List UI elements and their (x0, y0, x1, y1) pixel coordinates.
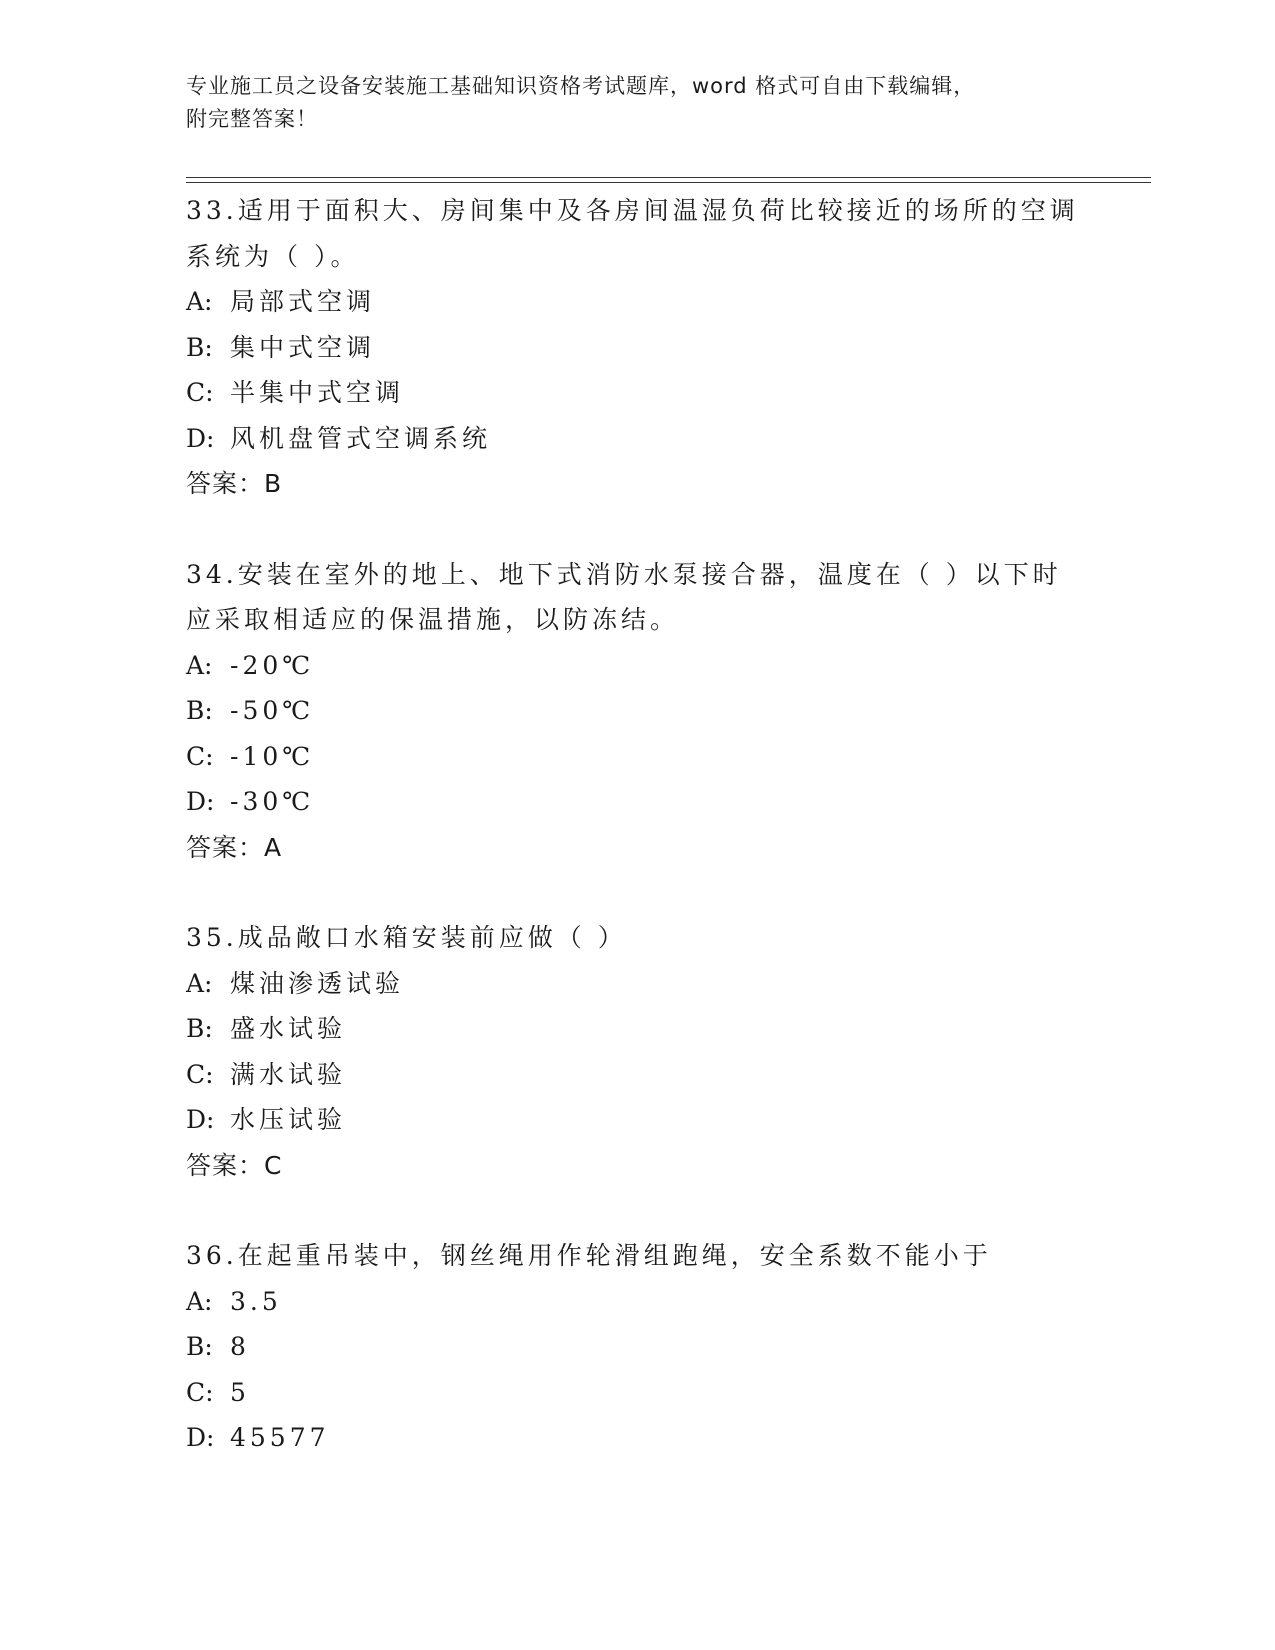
option-text: 3.5 (230, 1286, 282, 1316)
option-text: 水压试验 (230, 1105, 347, 1134)
option-letter: C: (186, 378, 214, 407)
stem-line: 36.在起重吊装中，钢丝绳用作轮滑组跑绳，安全系数不能小于 (186, 1241, 992, 1270)
option-letter: D: (186, 1105, 215, 1134)
header-divider-top (186, 177, 1151, 178)
answer-line: 答案：A (186, 832, 283, 862)
option-letter: B: (186, 332, 213, 362)
question-33 (186, 188, 1151, 507)
stem-line: 系统为（ ）。 (186, 241, 360, 271)
option-letter: B: (186, 1332, 213, 1361)
option-b (186, 325, 1151, 371)
option-text: 5 (230, 1377, 250, 1407)
option-letter: A: (186, 1286, 213, 1316)
question-36 (186, 1233, 1151, 1461)
option-letter: D: (186, 423, 215, 453)
document-header (186, 70, 1086, 136)
stem-line: 33.适用于面积大、房间集中及各房间温湿负荷比较接近的场所的空调 (186, 196, 1079, 225)
option-text: 煤油渗透试验 (230, 968, 405, 998)
option-text: -50℃ (230, 696, 315, 725)
stem-line: 应采取相适应的保温措施，以防冻结。 (186, 605, 680, 634)
question-35 (186, 915, 1151, 1188)
option-text: 半集中式空调 (230, 378, 405, 407)
option-letter: B: (186, 696, 213, 725)
option-text: 局部式空调 (230, 287, 376, 316)
answer-line: 答案：C (186, 1150, 283, 1180)
question-stem (186, 552, 1151, 643)
option-a (186, 961, 1151, 1007)
question-stem (186, 1233, 1151, 1279)
question-stem (186, 188, 1151, 279)
option-b (186, 1324, 1151, 1370)
question-stem (186, 915, 1151, 961)
option-letter: B: (186, 1014, 213, 1043)
option-d (186, 1415, 1151, 1461)
option-letter: D: (186, 787, 215, 816)
option-d (186, 1097, 1151, 1143)
option-letter: C: (186, 1059, 214, 1089)
option-letter: A: (186, 287, 213, 316)
option-text: -10℃ (230, 741, 315, 771)
question-list (186, 188, 1151, 1461)
option-d (186, 779, 1151, 825)
option-a (186, 279, 1151, 325)
option-b (186, 688, 1151, 734)
option-text: 风机盘管式空调系统 (230, 423, 492, 453)
option-letter: C: (186, 741, 214, 771)
option-letter: D: (186, 1423, 215, 1452)
option-text: 8 (230, 1332, 250, 1361)
stem-line: 35.成品敞口水箱安装前应做（ ） (186, 923, 627, 952)
question-34 (186, 552, 1151, 871)
option-text: 集中式空调 (230, 332, 376, 362)
option-text: -20℃ (230, 650, 315, 680)
option-a (186, 1279, 1151, 1325)
stem-line: 34.安装在室外的地上、地下式消防水泵接合器，温度在（ ）以下时 (186, 559, 1062, 589)
answer-line: 答案：B (186, 469, 283, 498)
option-letter: C: (186, 1377, 214, 1407)
option-c (186, 1370, 1151, 1416)
header-line-1: 专业施工员之设备安装施工基础知识资格考试题库，word 格式可自由下载编辑， (186, 74, 976, 98)
option-letter: A: (186, 968, 213, 998)
option-c (186, 734, 1151, 780)
option-a (186, 643, 1151, 689)
header-divider-bottom (186, 182, 1151, 183)
option-text: 满水试验 (230, 1059, 347, 1089)
option-c (186, 370, 1151, 416)
header-line-2: 附完整答案！ (186, 107, 318, 131)
option-text: 盛水试验 (230, 1014, 347, 1043)
option-c (186, 1052, 1151, 1098)
option-letter: A: (186, 650, 213, 680)
option-b (186, 1006, 1151, 1052)
option-text: -30℃ (230, 787, 315, 816)
option-text: 45577 (230, 1423, 330, 1452)
option-d (186, 416, 1151, 462)
